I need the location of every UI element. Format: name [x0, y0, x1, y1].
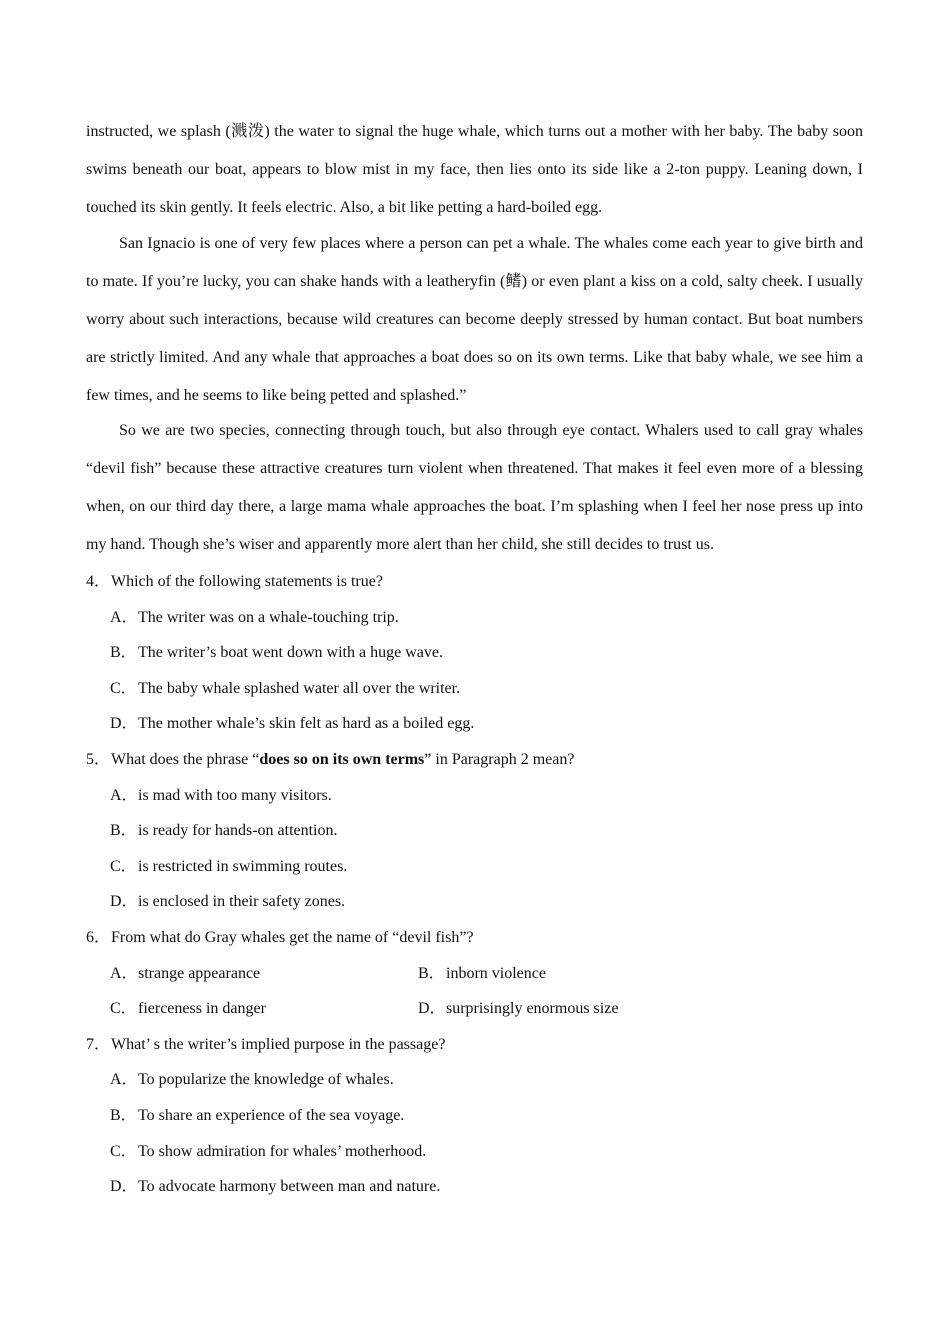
question-text: Which of the following statements is true?: [111, 573, 383, 590]
option-b[interactable]: B．inborn violence: [418, 964, 546, 982]
question-text: What’ s the writer’s implied purpose in the passage?: [111, 1035, 446, 1053]
question-number: 6．: [86, 928, 111, 946]
passage-paragraph-3: So we are two species, connecting through touch, but also through eye contact. Whalers used to call gray whales “devil fish” because these attractive creatures turn violent when threatened. That makes it feel even more of a blessing when, on our third day there, a large mama whale approaches the boat. I’m splashing when I feel her nose press up into my hand. Though she’s wiser and apparently more alert than her child, she still decides to trust us.: [86, 422, 863, 553]
option-b[interactable]: B．To share an experience of the sea voyage.: [110, 1106, 405, 1124]
question-4: [86, 564, 863, 742]
option-a[interactable]: A．is mad with too many visitors.: [110, 786, 332, 804]
option-d[interactable]: D．surprisingly enormous size: [418, 1000, 619, 1018]
question-number: 5．: [86, 750, 111, 768]
option-c[interactable]: C．To show admiration for whales’ motherhood.: [110, 1142, 427, 1160]
reading-passage: [86, 113, 863, 564]
option-d[interactable]: D．To advocate harmony between man and nature.: [110, 1178, 441, 1196]
question-number: 4．: [86, 573, 111, 590]
option-grid: [86, 956, 863, 1027]
option-c[interactable]: C．is restricted in swimming routes.: [110, 857, 348, 875]
option-c[interactable]: C．The baby whale splashed water all over the writer.: [110, 679, 461, 697]
passage-paragraph-2: San Ignacio is one of very few places where a person can pet a whale. The whales come each year to give birth and to mate. If you’re lucky, you can shake hands with a leatheryfin (鳍) or even plant a kiss on a cold, salty cheek. I usually worry about such interactions, because wild creatures can become deeply stressed by human contact. But boat numbers are strictly limited. And any whale that approaches a boat does so on its own terms. Like that baby whale, we see him a few times, and he seems to like being petted and splashed.”: [86, 234, 863, 404]
option-list: [86, 600, 863, 742]
question-stem: [86, 564, 863, 600]
question-5: [86, 742, 863, 920]
option-list: [86, 1062, 863, 1204]
question-text: From what do Gray whales get the name of “devil fish”?: [111, 928, 474, 946]
highlighted-phrase: does so on its own terms: [259, 750, 425, 768]
question-stem: [86, 1027, 863, 1063]
option-d[interactable]: D．is enclosed in their safety zones.: [110, 893, 346, 911]
question-stem: [86, 742, 863, 778]
option-b[interactable]: B．The writer’s boat went down with a huge wave.: [110, 644, 443, 662]
question-text-before: What does the phrase “: [111, 750, 260, 768]
question-stem: [86, 920, 863, 956]
option-a[interactable]: A．The writer was on a whale-touching trip.: [110, 608, 399, 626]
question-number: 7．: [86, 1035, 111, 1053]
option-b[interactable]: B．is ready for hands-on attention.: [110, 822, 338, 840]
option-a[interactable]: A．To popularize the knowledge of whales.: [110, 1071, 394, 1089]
question-6: [86, 920, 863, 1027]
option-d[interactable]: D．The mother whale’s skin felt as hard as a boiled egg.: [110, 715, 475, 733]
option-c[interactable]: C．fierceness in danger: [110, 1000, 266, 1018]
passage-paragraph-1: instructed, we splash (溅泼) the water to signal the huge whale, which turns out a mother with her baby. The baby soon swims beneath our boat, appears to blow mist in my face, then lies onto its side like a 2-ton puppy. Leaning down, I touched its skin gently. It feels electric. Also, a bit like petting a hard-boiled egg.: [86, 123, 863, 216]
question-7: [86, 1027, 863, 1205]
question-text-after: ” in Paragraph 2 mean?: [424, 750, 575, 768]
option-a[interactable]: A．strange appearance: [110, 964, 261, 982]
option-list: [86, 778, 863, 920]
document-page: [86, 113, 863, 1205]
